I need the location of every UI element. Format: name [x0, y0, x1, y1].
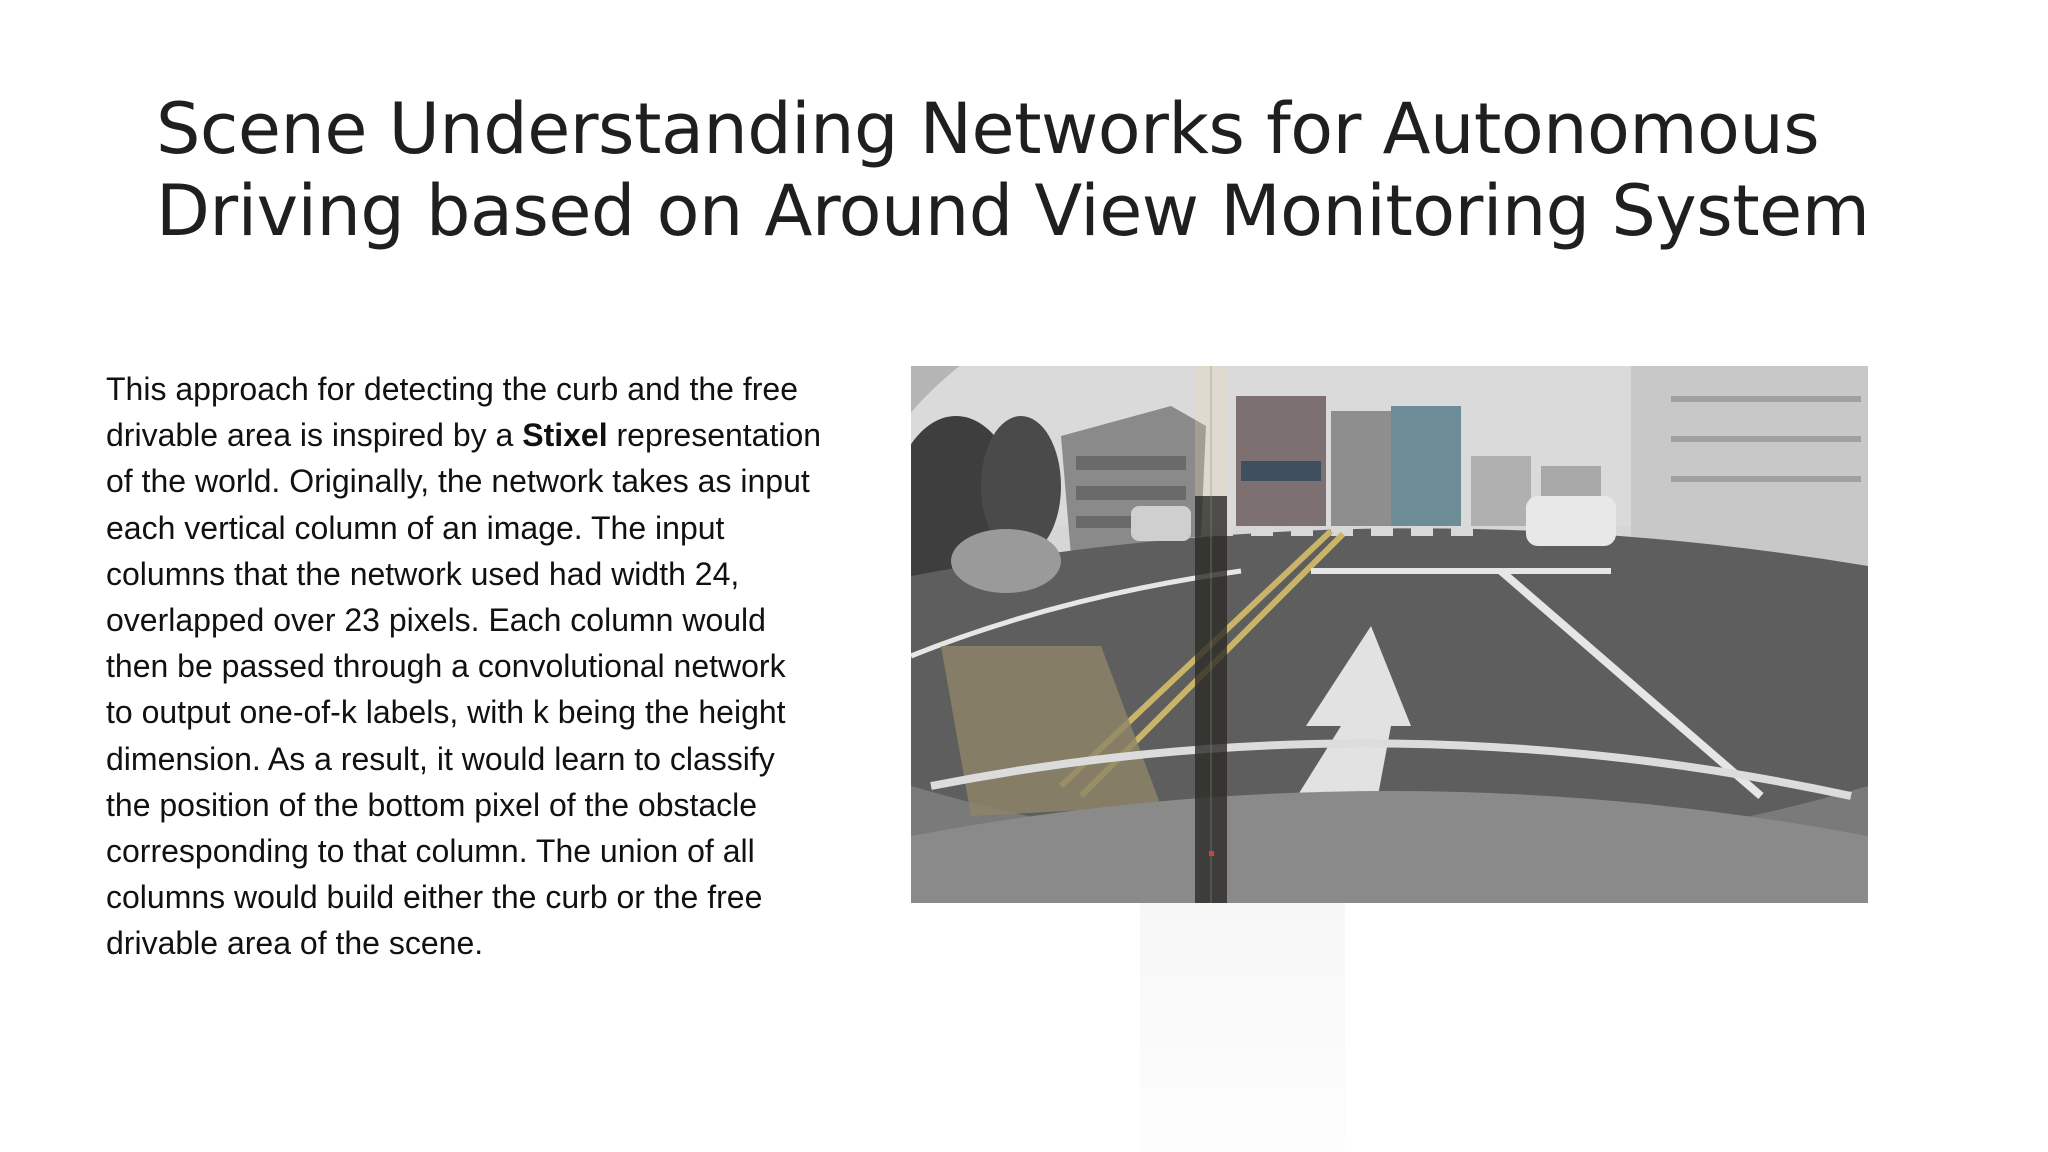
- body-line: corresponding to that column. The union of all: [106, 833, 755, 870]
- body-line: the position of the bottom pixel of the obstacle: [106, 786, 758, 823]
- body-line: columns that the network used had width 24,: [106, 555, 740, 592]
- background-shade: [1140, 903, 1345, 1152]
- body-line: columns would build either the curb or the free: [106, 879, 763, 916]
- body-line: to output one-of-k labels, with k being the height: [106, 694, 786, 731]
- body-line: each vertical column of an image. The input: [106, 509, 725, 546]
- body-paragraph: [106, 366, 906, 967]
- title-line-2: Driving based on Around View Monitoring System: [156, 170, 1870, 252]
- body-line: drivable area of the scene.: [106, 925, 484, 962]
- body-line: This approach for detecting the curb and the free: [106, 371, 798, 407]
- title-line-1: Scene Understanding Networks for Autonomous: [156, 88, 1820, 170]
- fisheye-road-camera-image-icon: [911, 366, 1868, 903]
- fisheye-road-image: [911, 366, 1868, 903]
- body-line-part: representation: [607, 417, 822, 454]
- slide-title: [156, 88, 1870, 252]
- body-line: overlapped over 23 pixels. Each column would: [106, 602, 766, 639]
- body-line: then be passed through a convolutional network: [106, 648, 786, 685]
- body-line-part: drivable area is inspired by a: [106, 417, 523, 454]
- body-line: dimension. As a result, it would learn to classify: [106, 740, 775, 777]
- stixel-term: Stixel: [522, 417, 608, 454]
- body-line: of the world. Originally, the network takes as input: [106, 463, 810, 500]
- body-line: [106, 412, 906, 458]
